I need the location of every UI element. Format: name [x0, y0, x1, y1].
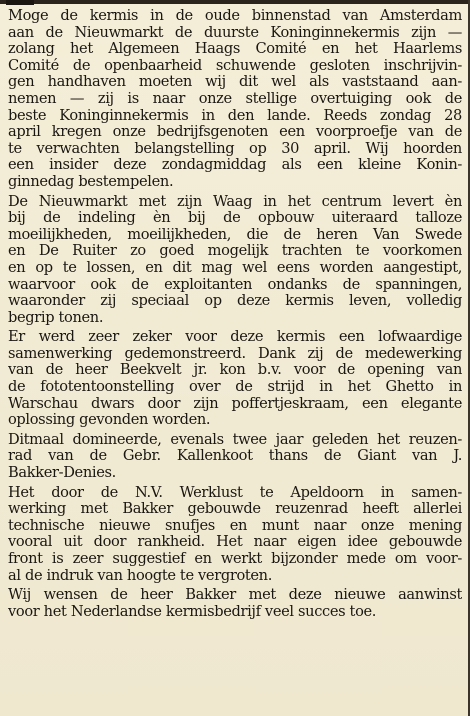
paragraph-6: [8, 587, 462, 620]
text-line: te verwachten belangstelling op 30 april. Wij hoorden: [8, 140, 462, 157]
text-line: zolang het Algemeen Haags Comité en het Haarlems: [8, 41, 462, 58]
text-line: een insider deze zondagmiddag als een kleine Konin-: [8, 157, 462, 174]
text-line: beste Koninginnekermis in den lande. Reeds zondag 28: [8, 107, 462, 124]
text-line: bij de indeling èn bij de opbouw uiteraard talloze: [8, 210, 462, 227]
text-line: april kregen onze bedrijfsgenoten een voorproefje van de: [8, 124, 462, 141]
text-line: Comité de openbaarheid schuwende gesloten inschrijvin-: [8, 57, 462, 74]
text-line: begrip tonen.: [8, 309, 104, 326]
text-line: waaronder zij speciaal op deze kermis leven, volledig: [8, 293, 462, 310]
text-line: ginnedag bestempelen.: [8, 173, 174, 190]
text-line: Ditmaal domineerde, evenals twee jaar geleden het reuzen-: [8, 431, 462, 448]
top-border: [0, 0, 470, 4]
paragraph-4: [8, 432, 462, 482]
text-line: en De Ruiter zo goed mogelijk trachten te voorkomen: [8, 243, 462, 260]
text-line: rad van de Gebr. Kallenkoot thans de Giant van J.: [8, 448, 462, 465]
text-line: voor het Nederlandse kermisbedrijf veel succes toe.: [8, 603, 377, 620]
text-line: De Nieuwmarkt met zijn Waag in het centrum levert èn: [8, 193, 462, 210]
text-line: Bakker-Denies.: [8, 465, 116, 482]
paragraph-1: [8, 8, 462, 191]
text-line: oplossing gevonden worden.: [8, 412, 211, 429]
text-line: Het door de N.V. Werklust te Apeldoorn in samen-: [8, 484, 462, 501]
paragraph-2: [8, 194, 462, 327]
text-line: aan de Nieuwmarkt de duurste Koninginnekermis zijn —: [8, 24, 462, 41]
text-line: Er werd zeer zeker voor deze kermis een lofwaardige: [8, 329, 462, 346]
text-line: vooral uit door rankheid. Het naar eigen idee gebouwde: [8, 534, 462, 551]
text-line: en op te lossen, en dit mag wel eens worden aangestipt,: [8, 259, 462, 276]
text-line: front is zeer suggestief en werkt bijzonder mede om voor-: [8, 551, 462, 567]
paragraph-3: [8, 329, 462, 429]
text-line: samenwerking gedemonstreerd. Dank zij de medewerking: [8, 345, 462, 362]
text-line: waarvoor ook de exploitanten ondanks de spanningen,: [8, 276, 462, 293]
text-line: technische nieuwe snufjes en munt naar onze mening: [8, 517, 462, 534]
paragraph-5: [8, 485, 462, 585]
text-line: al de indruk van hoogte te vergroten.: [8, 567, 273, 584]
text-line: Wij wensen de heer Bakker met deze nieuwe aanwinst: [8, 587, 462, 604]
text-line: Moge de kermis in de oude binnenstad van Amsterdam: [8, 8, 462, 24]
cut-off-heading-fragment: [6, 0, 34, 5]
text-line: werking met Bakker gebouwde reuzenrad heeft allerlei: [8, 501, 462, 518]
text-line: moeilijkheden, moeilijkheden, die de heren Van Swede: [8, 226, 462, 243]
text-line: Warschau dwars door zijn poffertjeskraam, een elegante: [8, 395, 462, 412]
text-line: de fototentoonstelling over de strijd in het Ghetto in: [8, 379, 462, 396]
article-body: [8, 8, 462, 620]
text-line: van de heer Beekvelt jr. kon b.v. voor de opening van: [8, 362, 462, 379]
text-line: gen handhaven moeten wij dit wel als vaststaand aan-: [8, 74, 462, 91]
text-line: nemen — zij is naar onze stellige overtuiging ook de: [8, 90, 462, 107]
